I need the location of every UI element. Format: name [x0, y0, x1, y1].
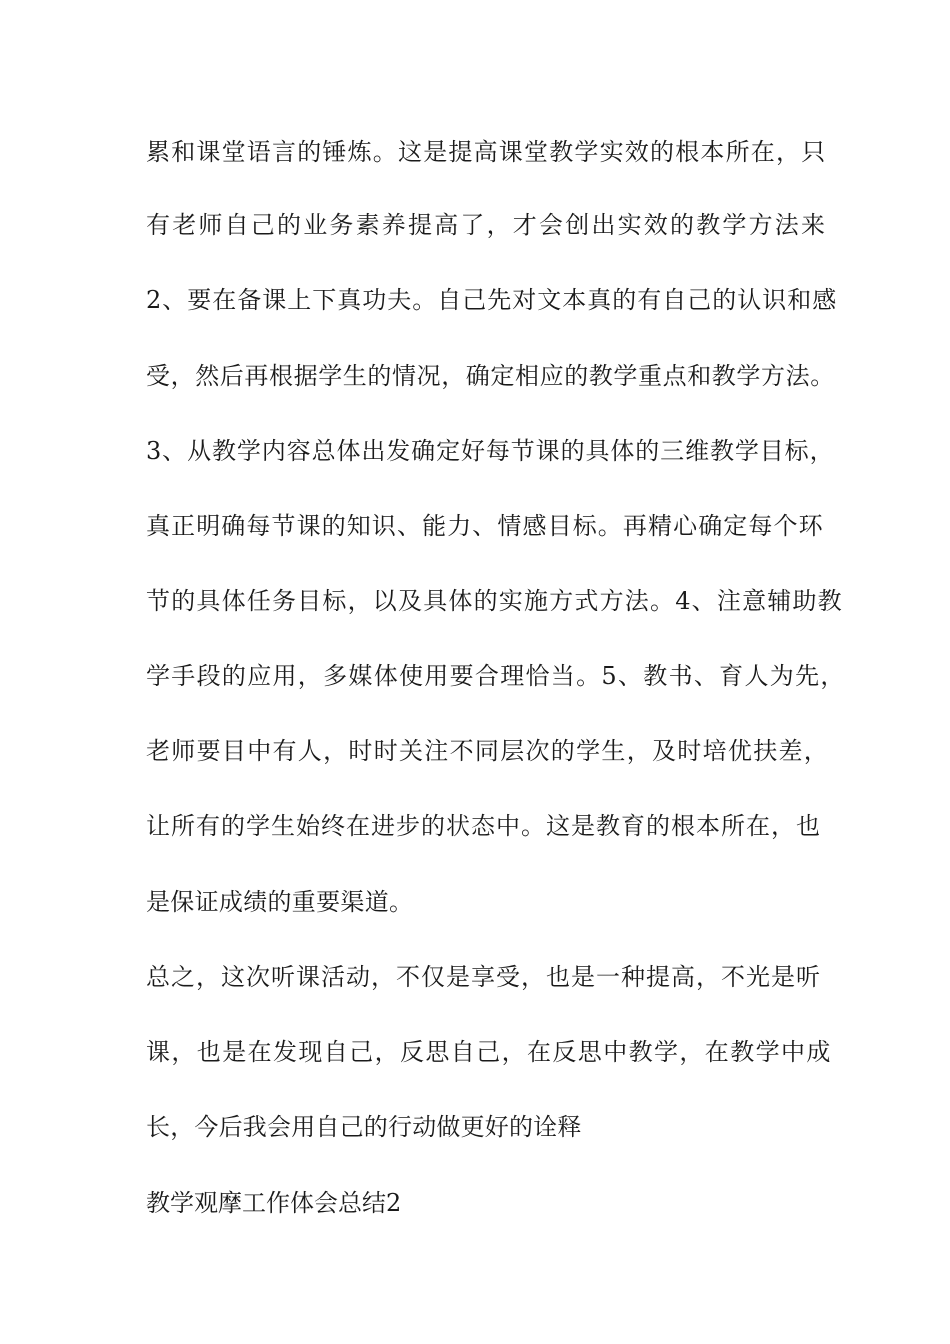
paragraph-line: 受，然后再根据学生的情况，确定相应的教学重点和教学方法。: [146, 362, 835, 390]
paragraph-line: 节的具体任务目标，以及具体的实施方式方法。4、注意辅助教: [146, 587, 843, 615]
paragraph-line: 让所有的学生始终在进步的状态中。这是教育的根本所在，也: [146, 812, 821, 840]
paragraph-line: 总之，这次听课活动，不仅是享受，也是一种提高，不光是听: [146, 963, 821, 991]
paragraph-line: 学手段的应用，多媒体使用要合理恰当。5、教书、育人为先，: [146, 662, 846, 690]
paragraph-line: 课，也是在发现自己，反思自己，在反思中教学，在教学中成: [146, 1038, 832, 1066]
paragraph-line: 老师要目中有人，时时关注不同层次的学生，及时培优扶差，: [146, 737, 830, 765]
paragraph-line: 真正明确每节课的知识、能力、情感目标。再精心确定每个环: [146, 512, 824, 540]
paragraph-line: 累和课堂语言的锤炼。这是提高课堂教学实效的根本所在，只: [146, 138, 827, 166]
paragraph-line: 2、要在备课上下真功夫。自己先对文本真的有自己的认识和感: [146, 286, 838, 314]
section-heading: 教学观摩工作体会总结2: [146, 1189, 402, 1217]
paragraph-line: 有老师自己的业务素养提高了，才会创出实效的教学方法来: [146, 211, 828, 239]
paragraph-line: 是保证成绩的重要渠道。: [146, 888, 414, 916]
paragraph-line: 长，今后我会用自己的行动做更好的诠释: [146, 1113, 582, 1141]
paragraph-line: 3、从教学内容总体出发确定好每节课的具体的三维教学目标，: [146, 437, 835, 465]
